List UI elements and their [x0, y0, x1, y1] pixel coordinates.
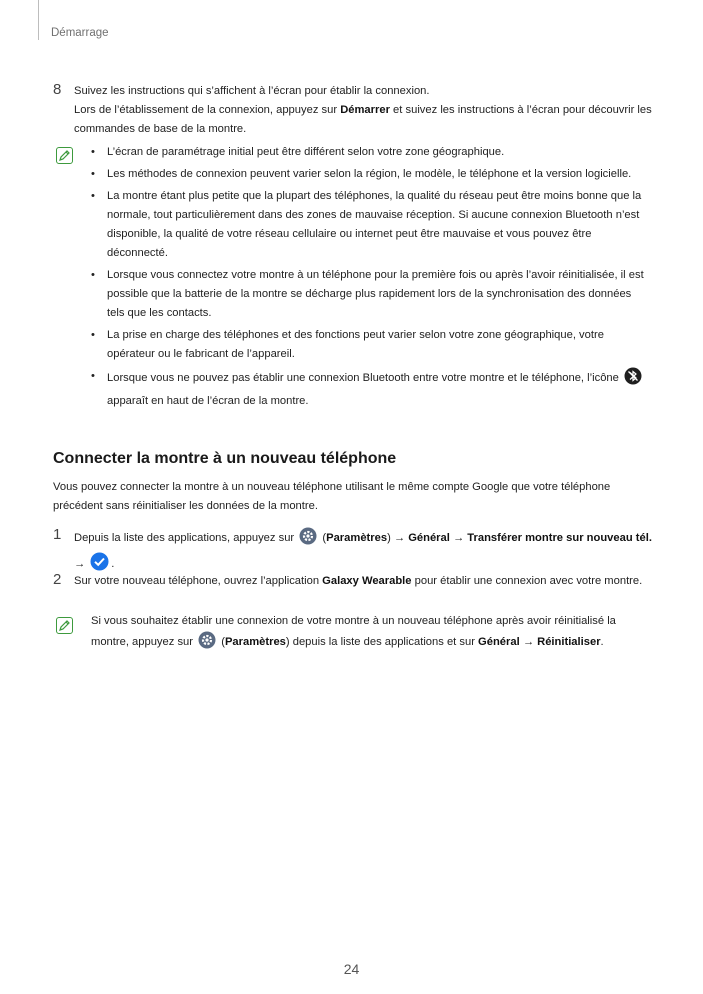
note-2-text: Si vous souhaitez établir une connexion de votre montre à un nouveau téléphone après avoir réinitialisé la montre, appuyez sur (Paramètres) depuis la liste des applications et sur Général → Réinitialiser. [91, 612, 651, 656]
header-divider [38, 0, 39, 40]
settings-gear-icon [299, 527, 317, 552]
bluetooth-disconnected-icon [624, 367, 642, 392]
step-8-text [74, 82, 654, 139]
note-bullet: • Lorsque vous ne pouvez pas établir une connexion Bluetooth entre votre montre et le téléphone, l’icône apparaît en haut de l’écran de la montre. [89, 367, 644, 411]
demarrer-label: Démarrer [340, 104, 390, 116]
step-2-text: Sur votre nouveau téléphone, ouvrez l’application Galaxy Wearable pour établir une connexion avec votre montre. [74, 575, 643, 587]
step-number-8: 8 [53, 81, 62, 98]
step-1-text: Depuis la liste des applications, appuyez sur (Paramètres) → Général → Transférer montre sur nouveau tél. → . [74, 527, 654, 578]
note-bullet: • L’écran de paramétrage initial peut être différent selon votre zone géographique. [89, 143, 644, 162]
note-bullet-list [89, 143, 644, 414]
pencil-note-icon [56, 617, 73, 634]
page-number: 24 [343, 961, 360, 977]
section-title: Connecter la montre à un nouveau téléphone [53, 450, 397, 467]
step-8-line2: Lors de l’établissement de la connexion, appuyez sur Démarrer et suivez les instructions à l’écran pour découvrir les commandes de base de la montre. [74, 104, 652, 135]
note-bullet: • La prise en charge des téléphones et des fonctions peut varier selon votre zone géographique, votre opérateur ou le fabricant de l’appareil. [89, 326, 644, 364]
step-number-1: 1 [53, 526, 62, 543]
settings-gear-icon [198, 631, 216, 656]
step-number-2: 2 [53, 571, 62, 588]
note-bullet: • Les méthodes de connexion peuvent varier selon la région, le modèle, le téléphone et la version logicielle. [89, 165, 644, 184]
note-bullet: • Lorsque vous connectez votre montre à un téléphone pour la première fois ou après l’avoir réinitialisée, il est possible que la batterie de la montre se décharge plus rapidement lors de la synchronisation des données tels que les contacts. [89, 266, 644, 323]
galaxy-wearable-label: Galaxy Wearable [322, 575, 412, 587]
step-8-line1: Suivez les instructions qui s’affichent à l’écran pour établir la connexion. [74, 85, 430, 97]
section-intro: Vous pouvez connecter la montre à un nouveau téléphone utilisant le même compte Google que votre téléphone précédent sans réinitialiser les données de la montre. [53, 481, 611, 512]
running-header: Démarrage [51, 27, 109, 39]
pencil-note-icon [56, 147, 73, 164]
note-bullet: • La montre étant plus petite que la plupart des téléphones, la qualité du réseau peut être moins bonne que la normale, tout particulièrement dans des zones de mauvaise réception. Si aucune connexion Bluetooth n’est disponible, la qualité de votre réseau cellulaire ou internet peut être mauvaise et vous pouvez être déconnecté. [89, 187, 644, 263]
